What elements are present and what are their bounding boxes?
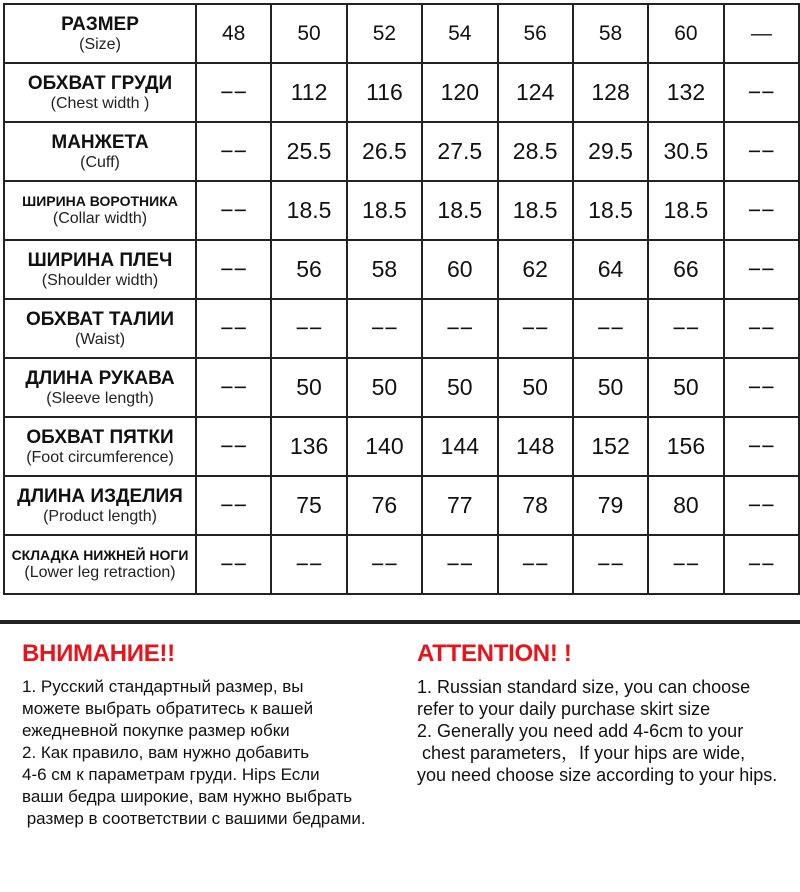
cell-value: 50 [498,358,573,417]
row-sublabel: (Foot circumference) [26,448,174,466]
row-label: СКЛАДКА НИЖНЕЙ НОГИ [11,547,189,563]
size-value: 48 [196,4,271,63]
cell-value: −− [422,299,497,358]
row-label: ОБХВАТ ПЯТКИ [26,426,174,448]
table-row [4,122,799,181]
cell-value: 58 [347,240,422,299]
cell-value: 25.5 [271,122,346,181]
cell-value: −− [196,240,271,299]
cell-value: −− [271,299,346,358]
cell-value: −− [196,358,271,417]
cell-value: −− [724,476,799,535]
cell-value: −− [573,535,648,594]
cell-value: 112 [271,63,346,122]
cell-value: 79 [573,476,648,535]
table-row [4,240,799,299]
row-sublabel: (Waist) [74,330,126,348]
attention-title-en: ATTENTION! ! [417,640,572,667]
cell-value: 18.5 [422,181,497,240]
size-value: — [724,4,799,63]
section-divider [0,620,800,624]
row-label: ШИРИНА ПЛЕЧ [27,249,173,271]
table-row [4,476,799,535]
row-label: ДЛИНА РУКАВА [25,367,175,389]
cell-value: −− [724,358,799,417]
cell-value: 18.5 [573,181,648,240]
cell-value: 78 [498,476,573,535]
cell-value: 152 [573,417,648,476]
cell-value: 50 [648,358,723,417]
row-label: МАНЖЕТА [51,131,149,153]
row-sublabel: (Cuff) [80,153,120,171]
cell-value: 76 [347,476,422,535]
row-label: ДЛИНА ИЗДЕЛИЯ [17,485,183,507]
cell-value: 30.5 [648,122,723,181]
cell-value: −− [724,240,799,299]
cell-value: 18.5 [347,181,422,240]
table-row [4,417,799,476]
cell-value: −− [724,181,799,240]
cell-value: 50 [422,358,497,417]
cell-value: −− [648,299,723,358]
size-sublabel: (Size) [79,35,121,53]
cell-value: 26.5 [347,122,422,181]
notes-english [417,640,800,786]
row-sublabel: (Sleeve length) [46,389,154,407]
cell-value: −− [196,417,271,476]
cell-value: −− [347,535,422,594]
cell-value: 144 [422,417,497,476]
cell-value: −− [196,535,271,594]
cell-value: 80 [648,476,723,535]
cell-value: 56 [271,240,346,299]
size-label: РАЗМЕР [61,13,139,35]
cell-value: 75 [271,476,346,535]
cell-value: −− [724,417,799,476]
size-value: 50 [271,4,346,63]
row-label-cell [4,122,196,181]
size-chart-table [3,3,800,595]
cell-value: 28.5 [498,122,573,181]
row-label-cell [4,476,196,535]
row-label-cell [4,181,196,240]
cell-value: 29.5 [573,122,648,181]
cell-value: −− [724,63,799,122]
cell-value: −− [196,63,271,122]
row-sublabel: (Lower leg retraction) [24,564,176,581]
notes-russian [22,640,407,830]
cell-value: −− [196,476,271,535]
row-sublabel: (Chest width ) [50,94,150,112]
cell-value: 136 [271,417,346,476]
row-sublabel: (Collar width) [52,210,148,227]
table-row [4,181,799,240]
cell-value: −− [347,299,422,358]
cell-value: −− [422,535,497,594]
size-value: 56 [498,4,573,63]
cell-value: −− [498,299,573,358]
size-value: 60 [648,4,723,63]
size-value: 52 [347,4,422,63]
cell-value: −− [724,535,799,594]
size-value: 58 [573,4,648,63]
cell-value: 128 [573,63,648,122]
row-label-cell [4,63,196,122]
cell-value: 62 [498,240,573,299]
row-label: ОБХВАТ ТАЛИИ [25,308,175,330]
cell-value: −− [196,299,271,358]
cell-value: −− [573,299,648,358]
cell-value: −− [724,122,799,181]
table-row [4,535,799,594]
table-row [4,299,799,358]
cell-value: 116 [347,63,422,122]
cell-value: 50 [347,358,422,417]
header-label-cell [4,4,196,63]
cell-value: 50 [271,358,346,417]
cell-value: 18.5 [648,181,723,240]
cell-value: 140 [347,417,422,476]
cell-value: 50 [573,358,648,417]
attention-text-ru: 1. Русский стандартный размер, вы можете выбрать обратитесь к вашей ежедневной покупке размер юбки 2. Как правило, вам нужно добавить 4-6 см к параметрам груди. Hips Если ваши бедра широкие, вам нужно выбрать размер в соответствии с вашими бедрами. [22,677,366,828]
size-value: 54 [422,4,497,63]
cell-value: −− [196,122,271,181]
cell-value: −− [648,535,723,594]
cell-value: 27.5 [422,122,497,181]
row-label: ОБХВАТ ГРУДИ [27,72,173,94]
cell-value: 60 [422,240,497,299]
row-sublabel: (Shoulder width) [41,271,159,289]
cell-value: 18.5 [271,181,346,240]
row-label-cell [4,535,196,594]
cell-value: 156 [648,417,723,476]
cell-value: −− [498,535,573,594]
row-label-cell [4,299,196,358]
row-label-cell [4,417,196,476]
cell-value: 120 [422,63,497,122]
row-label-cell [4,240,196,299]
table-row [4,358,799,417]
cell-value: 66 [648,240,723,299]
cell-value: 132 [648,63,723,122]
row-sublabel: (Product length) [43,507,157,525]
attention-text-en: 1. Russian standard size, you can choose refer to your daily purchase skirt size 2. Generally you need add 4-6cm to your chest parameters，If your hips are wide, you need choose size according to your hips. [417,677,778,785]
table-header-row [4,4,799,63]
row-label: ШИРИНА ВОРОТНИКА [22,193,178,209]
cell-value: 18.5 [498,181,573,240]
cell-value: −− [271,535,346,594]
attention-title-ru: ВНИМАНИЕ!! [22,640,175,667]
row-label-cell [4,358,196,417]
cell-value: 148 [498,417,573,476]
cell-value: 124 [498,63,573,122]
cell-value: −− [196,181,271,240]
cell-value: 77 [422,476,497,535]
table-row [4,63,799,122]
cell-value: −− [724,299,799,358]
cell-value: 64 [573,240,648,299]
